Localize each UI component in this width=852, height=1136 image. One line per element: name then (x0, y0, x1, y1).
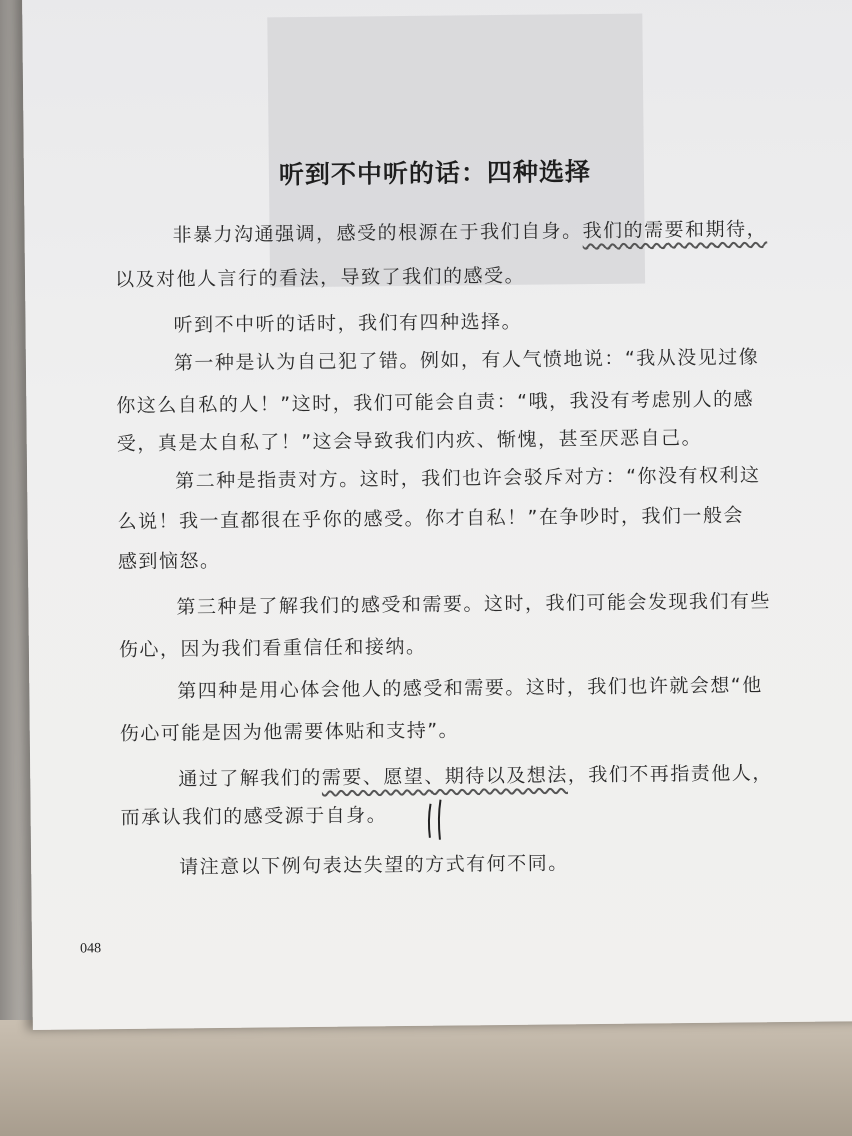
text-line (179, 848, 569, 879)
text-line (176, 586, 771, 619)
text-line (175, 460, 761, 493)
text-segment: 非暴力沟通强调，感受的根源在于我们自身。 (172, 220, 583, 247)
text-line (120, 715, 460, 746)
text-segment: 么说！我一直都很在乎你的感受。你才自私！”在争吵时，我们一般会 (117, 504, 745, 534)
text-segment: 第三种是了解我们的感受和需要。这时，我们可能会发现我们有些 (176, 590, 772, 619)
underlined-text: 需要、愿望、期待以及想法 (321, 764, 568, 789)
text-line (174, 342, 760, 375)
text-line (119, 632, 427, 662)
text-segment: 伤心可能是因为他需要体贴和支持”。 (119, 719, 460, 746)
text-line (117, 500, 744, 534)
text-segment: 通过了解我们的 (178, 766, 322, 791)
text-segment: 请注意以下例句表达失望的方式有何不同。 (179, 852, 569, 879)
text-line (117, 423, 703, 456)
text-segment: 听到不中听的话时，我们有四种选择。 (173, 310, 523, 337)
book-page (22, 0, 852, 1030)
text-line (178, 758, 773, 791)
show-through-shadow (267, 14, 645, 288)
table-surface (0, 1020, 852, 1136)
text-segment: 第四种是用心体会他人的感受和需要。这时，我们也许就会想“他 (177, 674, 763, 703)
underlined-text: 我们的需要和期待， (582, 218, 768, 243)
text-segment: 伤心，因为我们看重信任和接纳。 (118, 635, 427, 662)
text-segment: 而承认我们的感受源于自身。 (120, 804, 388, 830)
text-segment: 感到恼怒。 (117, 549, 221, 574)
text-line (172, 214, 767, 247)
text-line (116, 384, 754, 418)
page-title: 听到不中听的话：四种选择 (278, 157, 592, 190)
text-segment: 以及对他人言行的看法，导致了我们的感受。 (114, 264, 526, 292)
text-segment: 第一种是认为自己犯了错。例如，有人气愤地说：“我从没见过像 (173, 346, 760, 375)
handwritten-mark-icon (422, 798, 452, 842)
text-segment: 第二种是指责对方。这时，我们也许会驳斥对方：“你没有权利这 (175, 464, 761, 493)
text-segment: 受，真是太自私了！”这会导致我们内疚、惭愧，甚至厌恶自己。 (116, 426, 703, 456)
text-line (177, 670, 763, 703)
text-line (118, 546, 221, 574)
text-segment: 你这么自私的人！”这时，我们可能会自责：“哦，我没有考虑别人的感 (116, 388, 755, 418)
page-number: 048 (79, 941, 102, 957)
text-line (121, 800, 388, 830)
text-segment: ，我们不再指责他人， (567, 762, 773, 787)
text-line (115, 261, 525, 292)
text-line (173, 307, 522, 338)
